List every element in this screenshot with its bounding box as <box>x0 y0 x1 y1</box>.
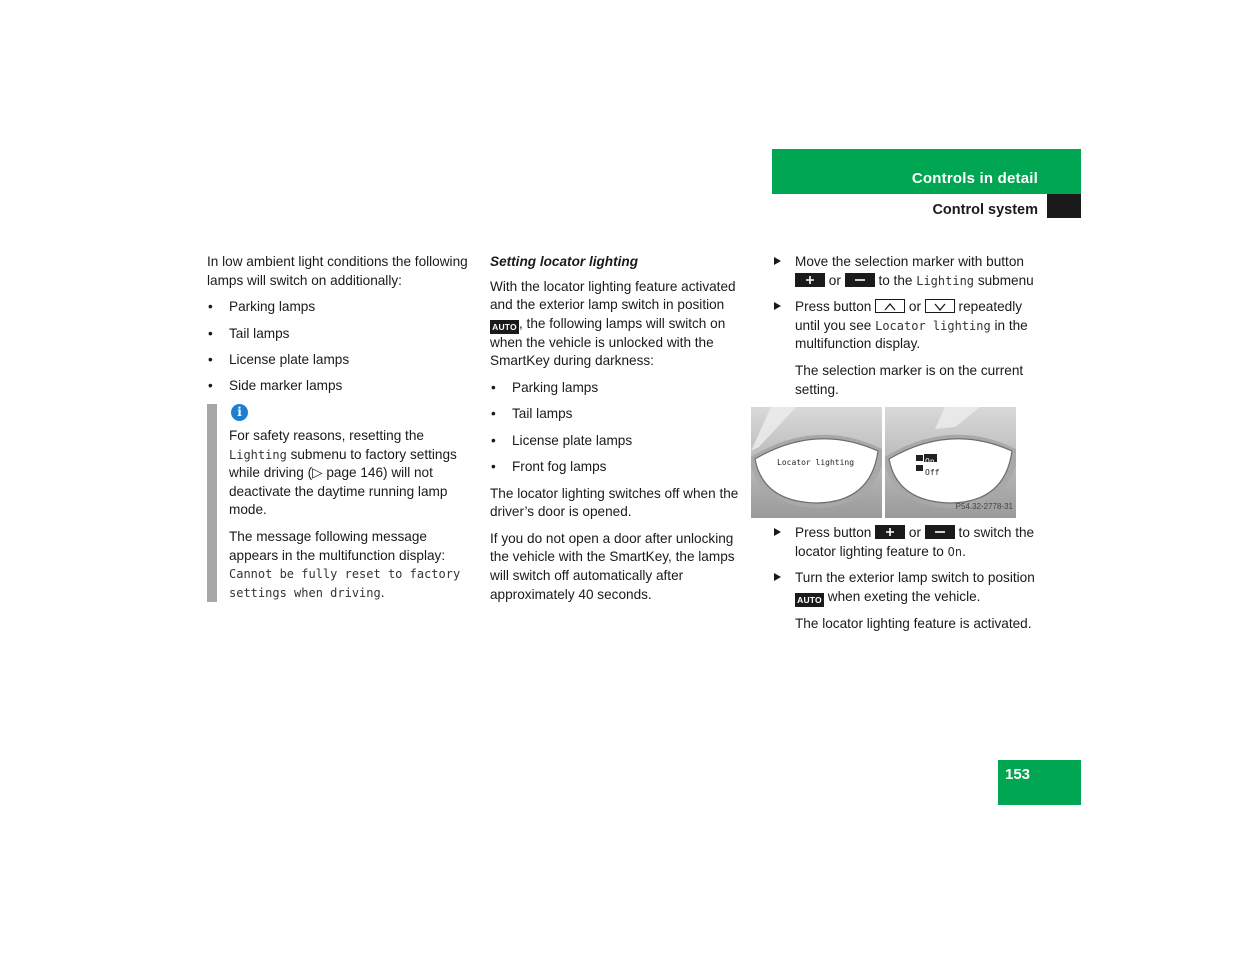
list-item: • License plate lamps <box>207 351 472 370</box>
list-item: • License plate lamps <box>490 432 756 451</box>
step-text: or <box>908 299 921 315</box>
list-item: • Tail lamps <box>490 405 756 424</box>
column-middle <box>490 253 756 612</box>
display-locator-text: Locator lighting <box>777 458 855 468</box>
header-marker-block <box>1047 194 1081 218</box>
display-text-lighting: Lighting <box>229 447 287 462</box>
note-selection-marker: The selection marker is on the current setting. <box>795 362 1024 397</box>
paragraph-switch-off: The locator lighting switches off when the driver’s door is opened. <box>490 485 739 520</box>
step-text: or <box>828 272 841 288</box>
display-text-lighting: Lighting <box>916 273 975 288</box>
plus-button-icon <box>875 525 905 539</box>
lamp-list-locator <box>490 379 756 477</box>
list-item: • Side marker lamps <box>207 377 472 396</box>
display-text-on: On <box>947 544 963 559</box>
subsection-header <box>772 194 1047 218</box>
paragraph-timeout: If you do not open a door after unlocking the vehicle with the SmartKey, the lamps will switch off automatically after approximately 40 seconds. <box>490 530 735 602</box>
list-item: • Parking lamps <box>207 298 472 317</box>
list-item: • Parking lamps <box>490 379 756 398</box>
step-3 <box>773 524 1039 561</box>
column-right <box>773 253 1039 642</box>
minus-button-icon <box>925 525 955 539</box>
step-text: repeatedly until you see <box>795 299 1023 333</box>
step-text: Turn the exterior lamp switch to position <box>795 570 1035 586</box>
down-button-icon <box>925 299 955 313</box>
intro-paragraph: In low ambient light conditions the following lamps will switch on additionally: <box>207 254 468 288</box>
section-heading: Setting locator lighting <box>490 254 639 269</box>
step-1 <box>773 253 1039 290</box>
page-number-box <box>998 760 1081 805</box>
info-text: . <box>380 584 385 600</box>
display-message: Cannot be fully reset to factory settings when driving <box>229 567 461 600</box>
step-text: Press button <box>795 525 872 541</box>
step-2 <box>773 298 1039 354</box>
section-header-bar <box>772 149 1081 194</box>
column-left <box>207 253 472 602</box>
step-text: to the <box>878 272 913 288</box>
step-text: . <box>962 543 966 559</box>
step-4 <box>773 569 1039 607</box>
info-paragraph-1 <box>229 427 472 520</box>
plus-button-icon <box>795 273 825 287</box>
step-arrow-icon <box>774 257 781 265</box>
info-text: submenu to factory settings while driving (▷ page 146) will not deactivate the daytime running lamp mode. <box>229 446 457 518</box>
note-activated: The locator lighting feature is activated. <box>795 615 1032 631</box>
step-arrow-icon <box>774 528 781 536</box>
display-option-on: On <box>925 457 935 467</box>
step-text: to switch the locator lighting feature to <box>795 525 1035 559</box>
step-text: Move the selection marker with button <box>795 254 1024 269</box>
info-text: The message following message appears in the multifunction display: <box>229 528 446 563</box>
step-arrow-icon <box>774 573 781 581</box>
info-paragraph-2 <box>229 528 472 602</box>
figure-code: P54.32-2778-31 <box>955 501 1013 511</box>
up-button-icon <box>875 299 905 313</box>
step-text: submenu <box>977 272 1034 288</box>
list-item: • Front fog lamps <box>490 458 756 477</box>
step-text: or <box>908 525 921 541</box>
display-panel-left <box>751 407 882 518</box>
auto-switch-icon: AUTO <box>795 593 824 607</box>
step-text: in the multifunction display. <box>795 317 1028 352</box>
minus-button-icon <box>845 273 875 287</box>
step-text: Press button <box>795 299 872 315</box>
lamp-list-ambient <box>207 298 472 396</box>
section-title: Controls in detail <box>911 170 1038 187</box>
list-item: • Tail lamps <box>207 325 472 344</box>
auto-switch-icon: AUTO <box>490 320 519 334</box>
step-arrow-icon <box>774 302 781 310</box>
multifunction-display-figure <box>751 407 1016 518</box>
body-text: With the locator lighting feature activated and the exterior lamp switch in position <box>490 278 736 313</box>
page-number: 153 <box>1005 766 1031 783</box>
display-panel-right <box>885 407 1016 518</box>
display-option-off: Off <box>925 468 940 478</box>
body-text: , the following lamps will switch on when the vehicle is unlocked with the SmartKey during darkness: <box>490 315 726 369</box>
subsection-title: Control system <box>932 202 1038 218</box>
info-box <box>207 404 472 602</box>
info-box-bar <box>207 404 217 602</box>
step-text: when exeting the vehicle. <box>827 588 981 604</box>
info-icon: i <box>231 404 248 421</box>
info-text: For safety reasons, resetting the <box>229 427 424 443</box>
display-text-locator: Locator lighting <box>875 318 991 333</box>
paragraph-activation <box>490 278 756 371</box>
